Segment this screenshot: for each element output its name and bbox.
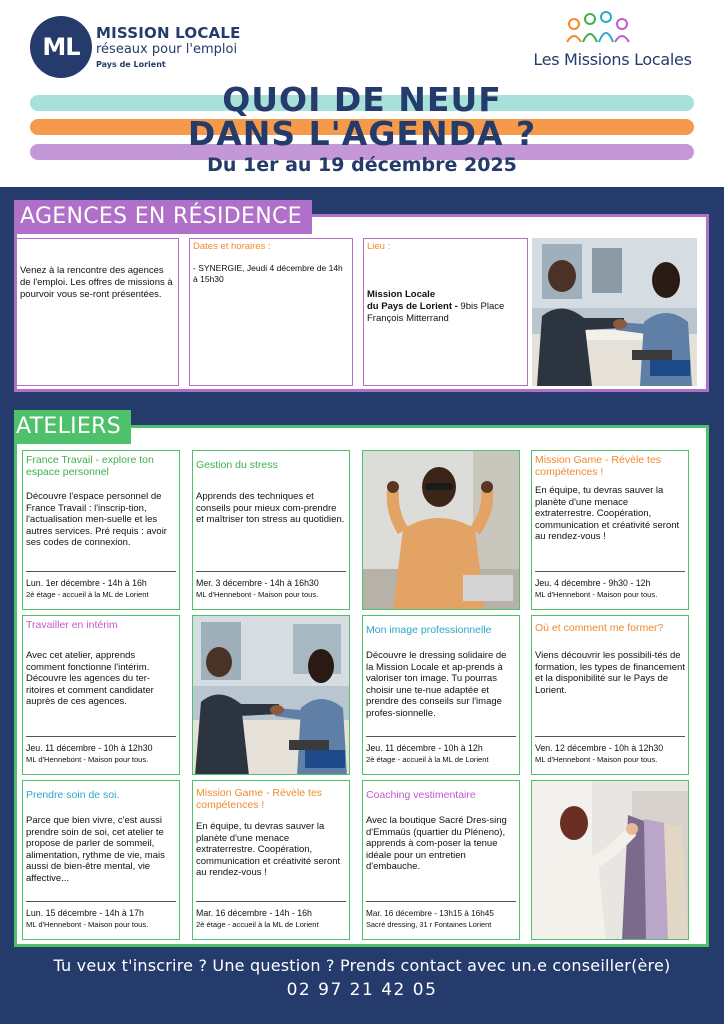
atelier-title: Gestion du stress bbox=[196, 459, 278, 471]
card-divider bbox=[26, 901, 176, 902]
atelier-place: 2è étage - accueil à la ML de Lorient bbox=[366, 755, 489, 764]
lieu-name-2: du Pays de Lorient - bbox=[367, 301, 458, 312]
contact-call-to-action: Tu veux t'inscrire ? Une question ? Prends contact avec un.e conseiller(ère) bbox=[53, 956, 671, 975]
atelier-title: Mon image professionnelle bbox=[366, 624, 492, 636]
atelier-card-image-pro bbox=[362, 615, 520, 775]
date-range-subtitle: Du 1er au 19 décembre 2025 bbox=[207, 154, 517, 176]
card-divider bbox=[196, 901, 346, 902]
atelier-date: Lun. 1er décembre - 14h à 16h bbox=[26, 578, 147, 588]
les-missions-locales-name: Les Missions Locales bbox=[533, 50, 692, 69]
atelier-card-mission-game-1 bbox=[531, 450, 689, 610]
agences-intro-text: Venez à la rencontre des agences de l'emploi. Les offres de missions à pourvoir vous se-ront présentées. bbox=[20, 265, 173, 300]
ateliers-section-title: ATELIERS bbox=[14, 410, 131, 444]
dressing-photo bbox=[531, 780, 689, 940]
lieu-label: Lieu : bbox=[367, 241, 391, 252]
card-divider bbox=[26, 571, 176, 572]
card-divider bbox=[196, 571, 346, 572]
card-divider bbox=[366, 736, 516, 737]
atelier-card-coaching bbox=[362, 780, 520, 940]
page-header bbox=[0, 0, 724, 187]
atelier-card-se-former bbox=[531, 615, 689, 775]
atelier-title: Coaching vestimentaire bbox=[366, 789, 476, 801]
logo-line-2: réseaux pour l'emploi bbox=[96, 42, 238, 57]
atelier-date: Lun. 15 décembre - 14h à 17h bbox=[26, 908, 144, 918]
main-title-line-1: QUOI DE NEUF bbox=[222, 80, 502, 119]
atelier-description: Viens découvrir les possibili-tés de formation, les types de financement et la disponibilité sur le Pays de Lorient. bbox=[535, 650, 685, 696]
atelier-title: France Travail - explore ton espace personnel bbox=[26, 454, 154, 478]
handshake-photo bbox=[532, 238, 697, 386]
atelier-date: Jeu. 4 décembre - 9h30 - 12h bbox=[535, 578, 651, 588]
atelier-title: Prendre soin de soi. bbox=[26, 789, 120, 801]
meditation-photo bbox=[362, 450, 520, 610]
main-title-line-2: DANS L'AGENDA ? bbox=[187, 114, 537, 153]
people-icon bbox=[566, 10, 630, 44]
atelier-card-mission-game-2 bbox=[192, 780, 350, 940]
card-divider bbox=[535, 736, 685, 737]
atelier-place: 2è étage - accueil à la ML de Lorient bbox=[26, 590, 149, 599]
interview-photo bbox=[192, 615, 350, 775]
atelier-place: ML d'Hennebont - Maison pour tous. bbox=[26, 920, 149, 929]
agences-section-title: AGENCES EN RÉSIDENCE bbox=[14, 200, 312, 234]
atelier-date: Ven. 12 décembre - 10h à 12h30 bbox=[535, 743, 664, 753]
atelier-title: Mission Game - Révèle tes compétences ! bbox=[535, 454, 662, 478]
atelier-description: Découvre le dressing solidaire de la Mission Locale et ap-prends à valoriser ton image. Tu pourras choisir une te-nue adaptée et prendre des conseils sur l'image profes-sionnelle. bbox=[366, 650, 507, 719]
atelier-date: Jeu. 11 décembre - 10h à 12h30 bbox=[26, 743, 153, 753]
card-divider bbox=[26, 736, 176, 737]
lieu-address: 9bis Place François Mitterrand bbox=[367, 301, 505, 324]
mission-locale-logo bbox=[30, 16, 290, 82]
atelier-card-interim bbox=[22, 615, 180, 775]
atelier-date: Mar. 16 décembre - 14h - 16h bbox=[196, 908, 312, 918]
atelier-description: En équipe, tu devras sauver la planète d'une menace extraterrestre. Coopération, communication et créativité seront au rendez-vous ! bbox=[196, 821, 341, 878]
atelier-description: Apprends des techniques et conseils pour mieux com-prendre et maîtriser ton stress au quotidien. bbox=[196, 491, 345, 525]
atelier-description: Avec la boutique Sacré Dres-sing d'Emmaüs (quartier du Pléneno), apprends à com-poser la tenue idéale pour un entretien d'embauche. bbox=[366, 815, 507, 872]
atelier-place: Sacré dressing, 31 r Fontaines Lorient bbox=[366, 920, 492, 929]
atelier-description: Parce que bien vivre, c'est aussi prendre soin de soi, cet atelier te propose de parler de sommeil, alimentation, rythme de vie, mais aussi de bien-être mental, vie affective... bbox=[26, 815, 165, 884]
atelier-place: 2è étage - accueil à la ML de Lorient bbox=[196, 920, 319, 929]
agences-dates-cell bbox=[189, 238, 353, 386]
atelier-card-gestion-stress bbox=[192, 450, 350, 610]
atelier-card-soin-de-soi bbox=[22, 780, 180, 940]
dates-label: Dates et horaires : bbox=[193, 241, 271, 252]
atelier-place: ML d'Hennebont - Maison pour tous. bbox=[196, 590, 319, 599]
atelier-card-france-travail bbox=[22, 450, 180, 610]
card-divider bbox=[366, 901, 516, 902]
atelier-description: Avec cet atelier, apprends comment fonctionne l'intérim. Découvre les agences du ter-ritoires et comment candidater auprès de ces agences. bbox=[26, 650, 154, 707]
lieu-name-1: Mission Locale bbox=[367, 289, 436, 300]
atelier-place: ML d'Hennebont - Maison pour tous. bbox=[535, 755, 658, 764]
contact-phone[interactable]: 02 97 21 42 05 bbox=[286, 980, 438, 1000]
les-missions-locales-logo bbox=[530, 10, 695, 76]
atelier-description: Découvre l'espace personnel de France Travail : l'inscrip-tion, l'actualisation men-suelle et les autres services. Pré requis : avoir ses codes de connexion. bbox=[26, 491, 167, 548]
badge-text: ML bbox=[42, 33, 80, 61]
atelier-date: Mer. 3 décembre - 14h à 16h30 bbox=[196, 578, 319, 588]
logo-line-1: MISSION LOCALE bbox=[96, 24, 241, 42]
atelier-date: Jeu. 11 décembre - 10h à 12h bbox=[366, 743, 483, 753]
atelier-date: Mar. 16 décembre - 13h15 à 16h45 bbox=[366, 909, 494, 918]
logo-line-3: Pays de Lorient bbox=[96, 60, 166, 69]
atelier-title: Mission Game - Révèle tes compétences ! bbox=[196, 787, 323, 811]
atelier-title: Où et comment me former? bbox=[535, 622, 664, 634]
atelier-place: ML d'Hennebont - Maison pour tous. bbox=[26, 755, 149, 764]
atelier-place: ML d'Hennebont - Maison pour tous. bbox=[535, 590, 658, 599]
agences-intro-cell bbox=[16, 238, 179, 386]
agences-lieu-cell bbox=[363, 238, 528, 386]
card-divider bbox=[535, 571, 685, 572]
dates-value: - SYNERGIE, Jeudi 4 décembre de 14h à 15h30 bbox=[193, 263, 343, 284]
atelier-description: En équipe, tu devras sauver la planète d'une menace extraterrestre. Coopération, communication et créativité seront au rendez-vous ! bbox=[535, 485, 680, 542]
atelier-title: Travailler en intérim bbox=[26, 619, 118, 631]
mission-locale-badge bbox=[30, 16, 92, 78]
